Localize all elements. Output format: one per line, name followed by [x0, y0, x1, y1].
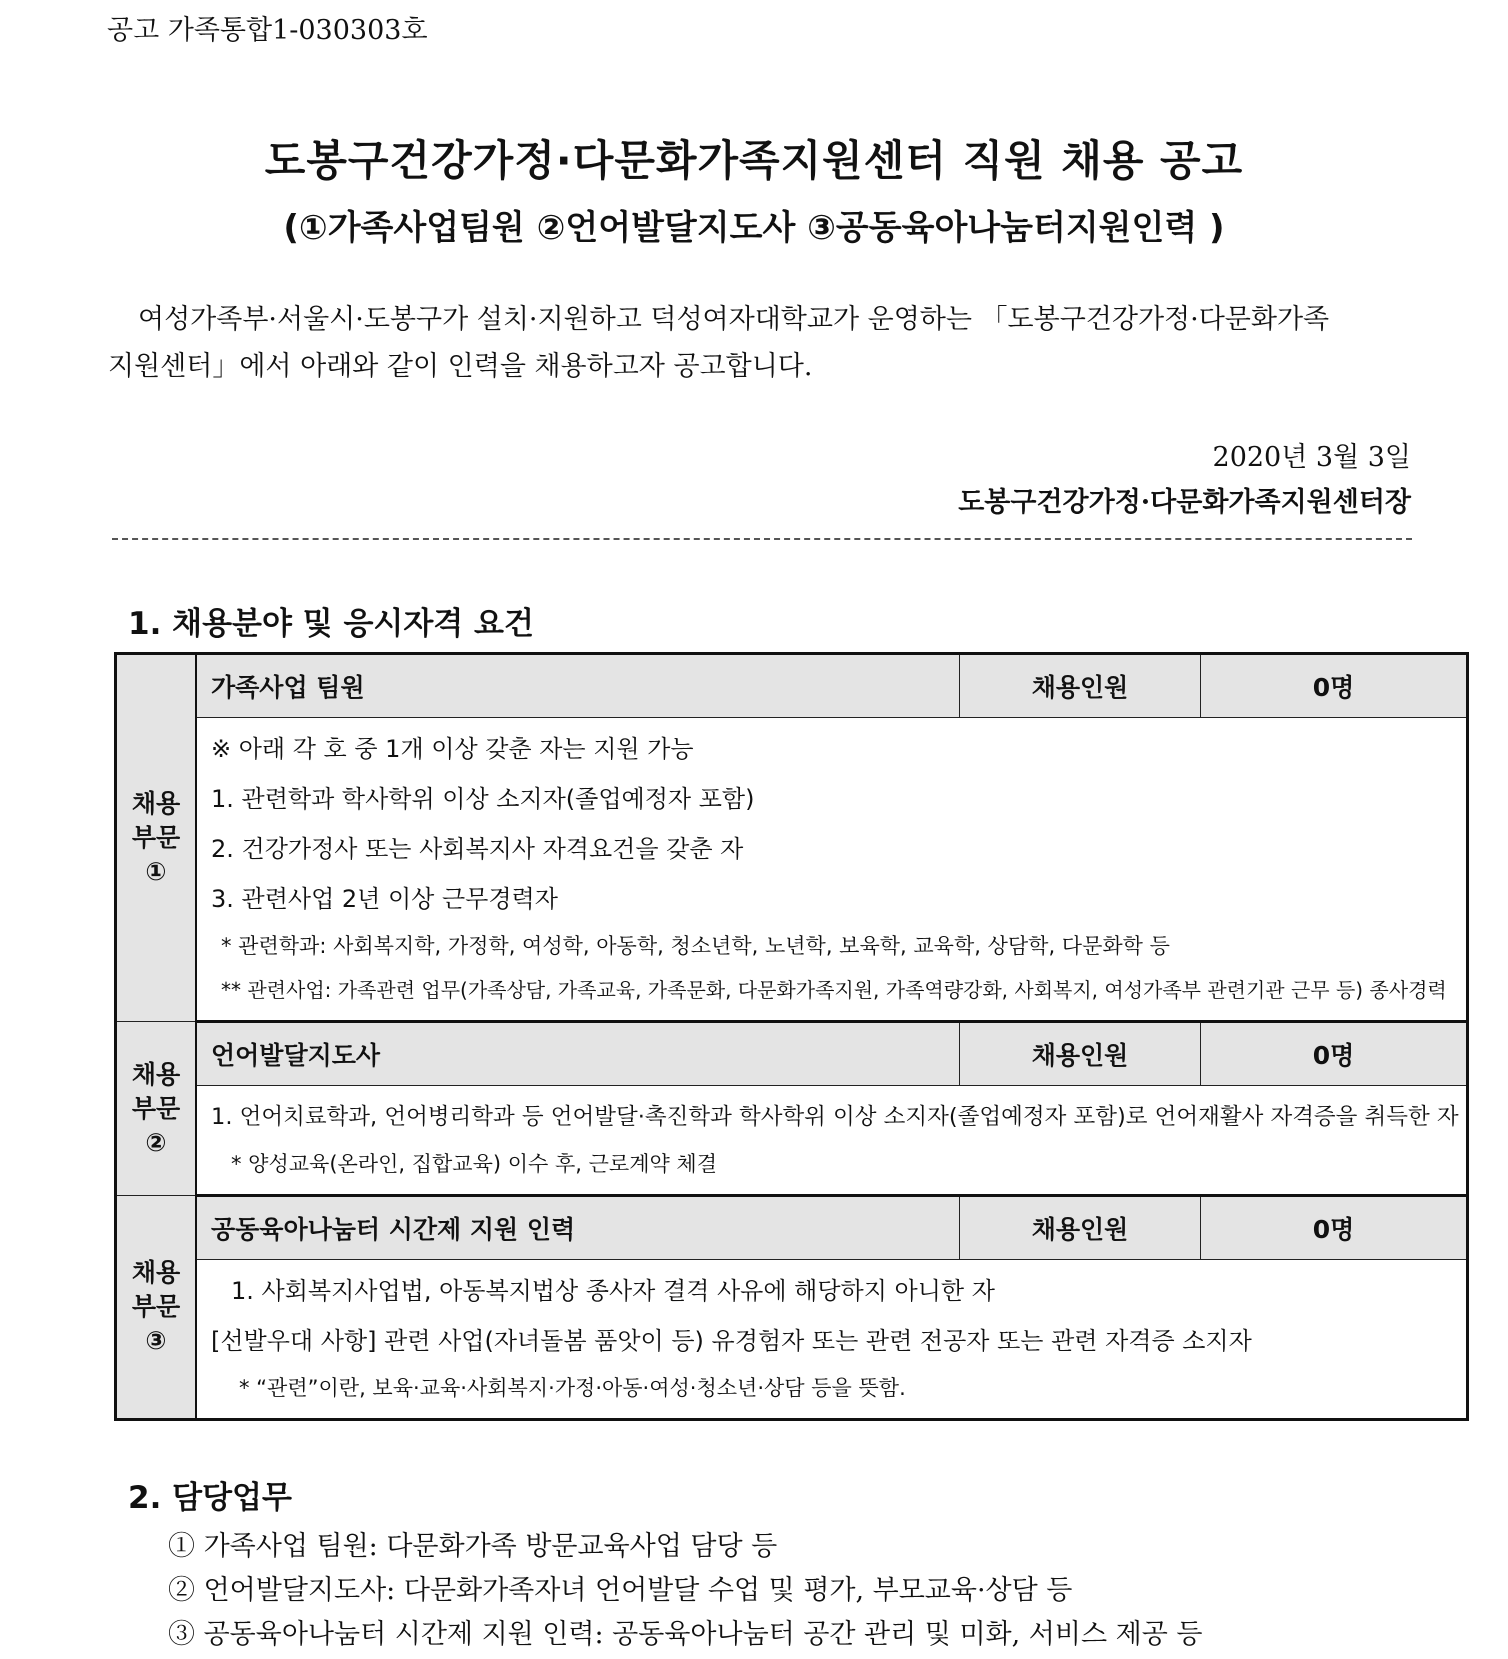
table-row [116, 718, 1468, 1022]
requirements-cell [196, 1260, 1468, 1420]
requirement-note: ** 관련사업: 가족관련 업무(가족상담, 가족교육, 가족문화, 다문화가족지원, 가족역량강화, 사회복지, 여성가족부 관련기관 근무 등) 종사경력 [221, 978, 1447, 1002]
count-value: 0명 [1201, 1196, 1468, 1260]
requirements-cell [196, 718, 1468, 1022]
requirements-cell [196, 1086, 1468, 1196]
requirement-line: 2. 건강가정사 또는 사회복지사 자격요건을 갖춘 자 [211, 835, 744, 863]
document-subtitle: (①가족사업팀원 ②언어발달지도사 ③공동육아나눔터지원인력 ) [283, 208, 1225, 248]
list-item: ① 가족사업 팀원: 다문화가족 방문교육사업 담당 등 [168, 1531, 778, 1562]
recruitment-table [114, 652, 1469, 1421]
intro-line: 여성가족부·서울시·도봉구가 설치·지원하고 덕성여자대학교가 운영하는 「도봉구건강가정·다문화가족 [138, 304, 1330, 335]
issuer-name: 도봉구건강가정·다문화가족지원센터장 [958, 487, 1411, 518]
dashed-divider [112, 538, 1412, 540]
table-row [116, 1260, 1468, 1420]
requirement-line: [선발우대 사항] 관련 사업(자녀돌봄 품앗이 등) 유경험자 또는 관련 전공자 또는 관련 자격증 소지자 [211, 1327, 1252, 1355]
count-value: 0명 [1201, 1022, 1468, 1086]
intro-paragraph [108, 296, 1408, 390]
duties-list [168, 1525, 1202, 1657]
division-name: 언어발달지도사 [196, 1022, 960, 1086]
count-label: 채용인원 [960, 1196, 1201, 1260]
table-row [116, 1086, 1468, 1196]
notice-number: 공고 가족통합1-030303호 [107, 15, 428, 46]
requirement-note: * 양성교육(온라인, 집합교육) 이수 후, 근로계약 체결 [231, 1152, 718, 1176]
count-label: 채용인원 [960, 1022, 1201, 1086]
table-row [116, 1196, 1468, 1260]
division-label: 채용 부문 ③ [116, 1196, 197, 1420]
section-heading: 1. 채용분야 및 응시자격 요건 [128, 606, 534, 642]
count-value: 0명 [1201, 654, 1468, 718]
document-title: 도봉구건강가정·다문화가족지원센터 직원 채용 공고 [264, 136, 1244, 185]
requirement-note: * “관련”이란, 보육·교육·사회복지·가정·아동·여성·청소년·상담 등을 뜻함. [239, 1376, 906, 1400]
count-label: 채용인원 [960, 654, 1201, 718]
list-item: ③ 공동육아나눔터 시간제 지원 인력: 공동육아나눔터 공간 관리 및 미화, 서비스 제공 등 [168, 1619, 1203, 1650]
requirement-line: 3. 관련사업 2년 이상 근무경력자 [211, 885, 558, 913]
division-name: 공동육아나눔터 시간제 지원 인력 [196, 1196, 960, 1260]
table-row [116, 654, 1468, 718]
list-item: ② 언어발달지도사: 다문화가족자녀 언어발달 수업 및 평가, 부모교육·상담 등 [168, 1575, 1073, 1606]
division-name: 가족사업 팀원 [196, 654, 960, 718]
division-label: 채용 부문 ② [116, 1022, 197, 1196]
section-heading: 2. 담당업무 [128, 1480, 292, 1516]
division-label: 채용 부문 ① [116, 654, 197, 1022]
table-row [116, 1022, 1468, 1086]
requirement-line: 1. 사회복지사업법, 아동복지법상 종사자 결격 사유에 해당하지 아니한 자 [231, 1277, 995, 1305]
requirement-line: 1. 관련학과 학사학위 이상 소지자(졸업예정자 포함) [211, 785, 755, 813]
notice-date: 2020년 3월 3일 [1212, 442, 1411, 473]
requirement-line: ※ 아래 각 호 중 1개 이상 갖춘 자는 지원 가능 [211, 735, 694, 763]
requirement-line: 1. 언어치료학과, 언어병리학과 등 언어발달·촉진학과 학사학위 이상 소지자(졸업예정자 포함)로 언어재활사 자격증을 취득한 자 [211, 1104, 1459, 1130]
intro-line: 지원센터」에서 아래와 같이 인력을 채용하고자 공고합니다. [108, 351, 813, 382]
requirement-note: * 관련학과: 사회복지학, 가정학, 여성학, 아동학, 청소년학, 노년학, 보육학, 교육학, 상담학, 다문화학 등 [221, 934, 1170, 958]
